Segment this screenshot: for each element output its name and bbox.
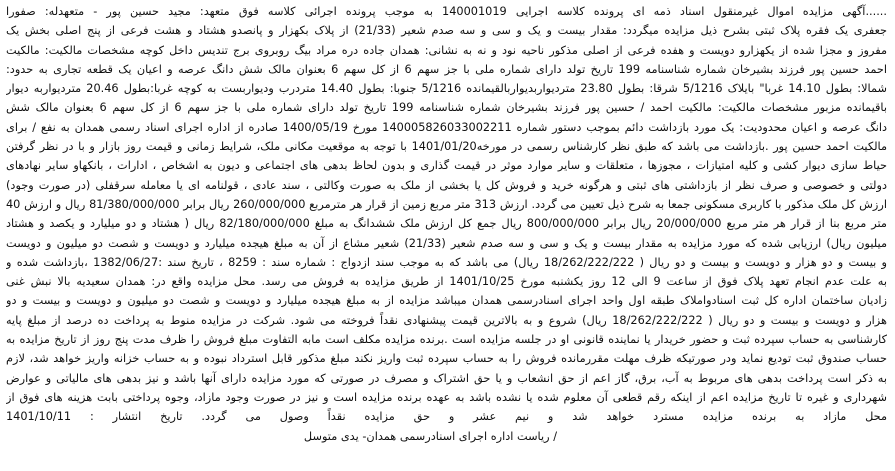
auction-notice-text (6, 2, 887, 469)
notice-line: کارشناسی به حساب سپرده ثبت و حضور خریدار یا نماینده قانونی او در جلسه مزایده است .برنده مزایده مکلف است مابه التفاوت مبلغ فروش را ظرف مدت پنج روز از تاریخ مزایده به (6, 333, 887, 347)
notice-line: حیاط سازی دیوار کشی و کلیه امتیازات ، مجوزها ، متعلقات و سایر موارد موثر در قیمت گذاری و بدون لحاظ بدهی های اجتماعی و دیون به اشخاص ، ادارات ، بانکهاو سایر نهادهای (6, 159, 887, 173)
notice-line: ......آگهی مزایده اموال غیرمنقول اسناد ذمه ای پرونده کلاسه اجرایی 140001019 به موجب پرونده اجرائی کلاسه فوق متعهد: مجید حسین پور - متعهدله: صفورا (6, 5, 887, 18)
notice-line: و بیست و دو هزار و دویست و بیست و دو ریال ( 18/262/222/222 ریال) می باشد که به موجب سند ازدواج : شماره سند : 8259 ، تاریخ سند :1382/06/27 ،بازداشت شده و (6, 255, 887, 269)
notice-line: محل مازاد به برنده مزایده مسترد خواهد شد و نیم عشر و حق مزایده نقداً وصول می گردد. تاریخ انتشار : 1401/10/11 (6, 410, 887, 424)
notice-line: به ذکر است پرداخت بدهی های مربوط به آب، برق، گاز اعم از حق انشعاب و یا حق اشتراک و مصرف در صورتی که مورد مزایده دارای آنها باشد و نیز بدهی های مالیاتی و عوارض (6, 371, 887, 385)
notice-line: مالکیت احمد حسین پور .بازداشت می باشد که طبق نظر کارشناس رسمی در مورخه1401/01/20 با توجه به موقعیت مکانی ملک، شرایط زمانی و قیمت روز بازار و با در نظر گرفتن (6, 140, 887, 154)
notice-line: حساب صندوق ثبت تودیع نماید ودر صورتیکه ظرف مهلت مقررمانده فروش را به حساب سپرده ثبت واریز نکند مبلغ مذکور قابل استرداد نبوده و به حساب خزانه واریز خواهد شد، لازم (6, 352, 887, 366)
notice-signature: / رياست اداره اجرای اسنادرسمی همدان- يدی متوسل (303, 429, 557, 443)
notice-line: شمالا: بطول 14.10 غربا" بایلاک 5/1216 شرقا: بطول 23.80 مترديواربديواربالقيمانده 5/1216 جنوبا: بطول 14.40 متردرب وديواربست به کوچه غربا:بطول 20.46 متردیواربه دیوار (6, 82, 887, 96)
notice-line: متر مربع بنا از قرار هر متر مربع 20/000/000 ریال برابر 800/000/000 ریال جمع کل ارزش ملک ششدانگ به مبلغ 82/180/000/000 ریال ( هشتاد و دو میلیارد و یکصد و هشتاد (6, 217, 887, 231)
notice-line: دولتی و خصوصی و صرف نظر از بازداشتی های ثبتی و هرگونه خرید و فروش کل یا بخشی از ملک به صورت وکالتی ، سند عادی ، قولنامه ای یا معامله سرقفلی (در صورت وجود) (6, 178, 887, 192)
notice-line: زادیان ساختمان اداره کل ثبت اسنادواملاک طبقه اول واحد اجرای اسنادرسمی همدان میباشد مزایده از به مبلغ هیجده میلیارد و دویست و شصت دو میلیون و دویست و بیست و دو (6, 294, 887, 308)
notice-line: میلیون ریال) ارزیابی شده که مورد مزایده به مقدار بیست و یک و سی و سه صدم شعیر (21/33) شعیر مشاع از آن به مبلغ هیجده میلیارد و دویست و شصت دو میلیون و دویست (6, 236, 887, 250)
notice-line: دانگ عرصه و اعیان محدودیت: یک مورد بازداشت دائم بموجب دستور شماره 140005826033002211 مورخ 1400/05/19 صادره از اداره اجرای اسناد رسمی همدان به نفع / برای (6, 120, 887, 134)
notice-line: هزار و دویست و بیست و دو ریال ( 18/262/222/222 ریال) شروع و به بالاترین قیمت پیشنهادی نقداً فروخته می شود. شرکت در مزایده منوط به پرداخت ده درصد از مبلغ پایه (6, 313, 887, 327)
notice-line: ارزش کل ملک مذکور با کاربری مسکونی جمعا به شرح ذیل تعیین می گردد. ارزش 313 متر مربع زمین از قرار هر مترمربع 260/000/000 ریال برابر 81/380/000/000 ریال و ارزش 40 (6, 197, 887, 211)
notice-line: باقیمانده مزبور مشخصات مالکیت: مالکیت احمد / حسین پور فرزند بشیرخان شماره شناسنامه 199 تاریخ تولد دارای شماره ملی با جز سهم 6 از کل سهم 6 بعنوان مالک شش (6, 101, 887, 115)
notice-line: جعفری یک فقره پلاک ثبتی بشرح ذیل مزایده میگردد: مقدار بیست و یک و سی و سه صدم شعیر (21/33) از پلاک بکهزار و پانصدو هشتاد و هشت فرعی از پنج اصلی بخش یک (6, 24, 887, 38)
notice-line: احمد حسین پور فرزند بشیرخان شماره شناسنامه 199 تاریخ تولد دارای شماره ملی با جز سهم 6 از کل سهم 6 بعنوان مالک شش دانگ عرصه و اعیان یک قطعه تجاری به حدود: (6, 62, 887, 76)
notice-line: به علت عدم انجام تعهد پلاک فوق از ساعت 9 الی 12 روز یکشنبه مورخ 1401/10/25 از طریق مزایده به فروش می رسد. محل مزایده واقع در: همدان سعیدیه بالا نبش غنی (6, 275, 887, 289)
notice-line: مفروز و مجزا شده از یکهزارو دویست و هفده فرعی از اصلی مذکور ناحیه نود و نه به نشانی: همدان جاده دره مراد بیگ روبروی برج تندیس داخل کوچه مشخصات مالکیت: مالکیت (6, 43, 887, 57)
notice-line: شهرداری و غیره تا تاریخ مزایده اعم از اینکه رقم قطعی آن معلوم شده یا نشده باشد به عهده برنده مزایده است و نیز در صورت وجود مازاد، وجوه پرداختی بابت هزینه های فوق از (6, 390, 887, 404)
